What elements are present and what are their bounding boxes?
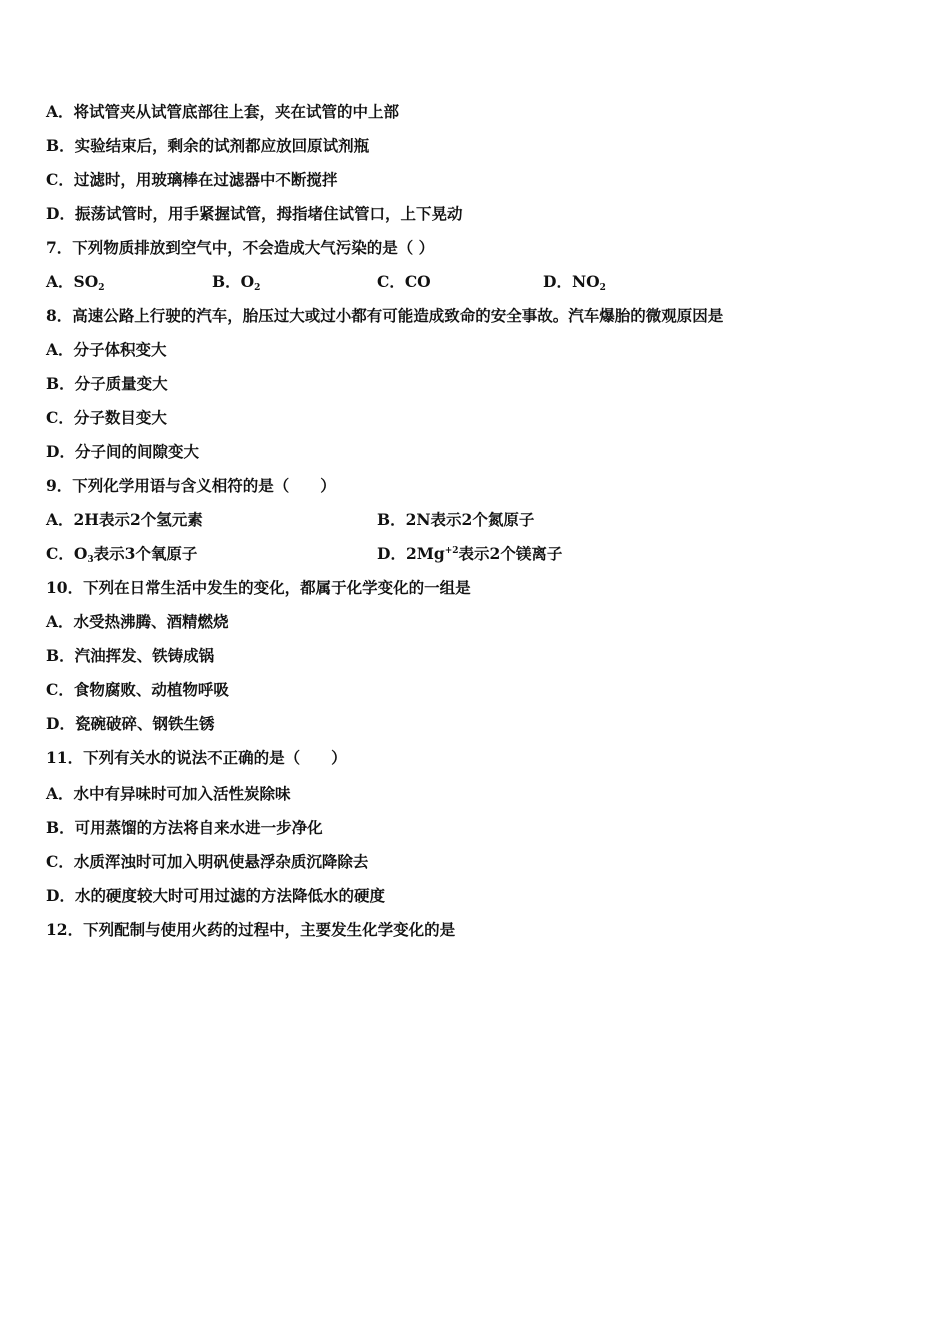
q11-option-d: D．水的硬度较大时可用过滤的方法降低水的硬度 [46, 886, 385, 905]
q12-stem: 12．下列配制与使用火药的过程中，主要发生化学变化的是 [46, 920, 456, 939]
q7-option-d: D．$NO_2$ [543, 272, 606, 293]
q11-option-a: A．水中有异味时可加入活性炭除味 [46, 784, 291, 803]
q10-option-a: A．水受热沸腾、酒精燃烧 [46, 612, 229, 631]
q11-option-b: B．可用蒸馏的方法将自来水进一步净化 [46, 818, 323, 837]
q9-option-a: A．2H表示2个氢元素 [46, 510, 203, 529]
q7-option-b: B．$O_2$ [212, 272, 261, 293]
q11-option-c: C．水质浑浊时可加入明矾使悬浮杂质沉降除去 [46, 852, 369, 871]
q6-option-a: A．将试管夹从试管底部往上套，夹在试管的中上部 [46, 102, 400, 121]
q9-option-d: D．$2Mg^{+2}$表示2个镁离子 [377, 544, 563, 563]
q9-options-row1 [46, 507, 846, 533]
q11-stem: 11．下列有关水的说法不正确的是（ ） [46, 748, 347, 767]
q7-option-c: C．CO [377, 272, 431, 291]
q10-stem: 10．下列在日常生活中发生的变化，都属于化学变化的一组是 [46, 578, 471, 597]
q9-option-c: C．$O_3$表示3个氧原子 [46, 544, 198, 565]
q6-option-c: C．过滤时，用玻璃棒在过滤器中不断搅拌 [46, 170, 338, 189]
q6-option-d: D．振荡试管时，用手紧握试管，拇指堵住试管口，上下晃动 [46, 204, 463, 223]
q10-option-c: C．食物腐败、动植物呼吸 [46, 680, 229, 699]
q7-option-a: A．$SO_2$ [46, 272, 105, 293]
q9-option-b: B．2N表示2个氮原子 [377, 510, 535, 529]
q8-option-a: A．分子体积变大 [46, 340, 167, 359]
q8-stem: 8．高速公路上行驶的汽车，胎压过大或过小都有可能造成致命的安全事故。汽车爆胎的微观原因是 [46, 306, 724, 325]
q8-option-b: B．分子质量变大 [46, 374, 168, 393]
q8-option-c: C．分子数目变大 [46, 408, 167, 427]
q10-option-b: B．汽油挥发、铁铸成锅 [46, 646, 215, 665]
q7-options [46, 269, 846, 295]
q7-stem: 7．下列物质排放到空气中，不会造成大气污染的是（ ） [46, 238, 435, 257]
q8-option-d: D．分子间的间隙变大 [46, 442, 199, 461]
q6-option-b: B．实验结束后，剩余的试剂都应放回原试剂瓶 [46, 136, 370, 155]
q9-options-row2 [46, 541, 846, 567]
q9-stem: 9．下列化学用语与含义相符的是（ ） [46, 476, 336, 495]
q10-option-d: D．瓷碗破碎、钢铁生锈 [46, 714, 215, 733]
